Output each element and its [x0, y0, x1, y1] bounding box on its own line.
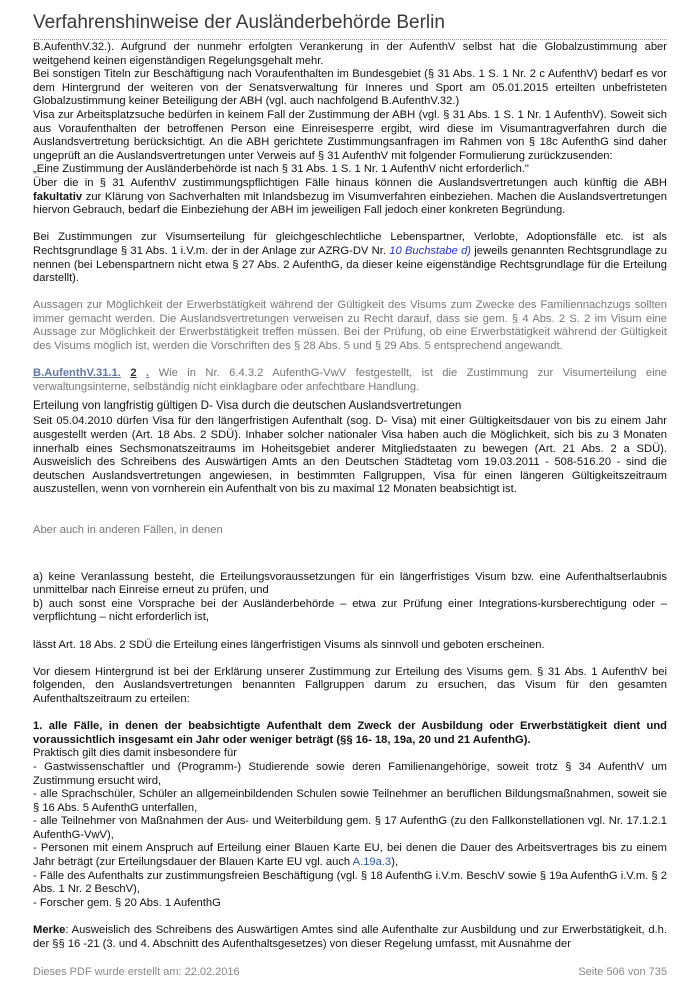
paragraph: Aussagen zur Möglichkeit der Erwerbstätigkeit während der Gültigkeit des Visums zum Zwecke des Familiennachzugs sollten immer gemacht werden. Die Auslandsvertretungen verweisen zu Recht darauf, dass sie gem. § 4 Abs. 2 S. 2 im Visum eine Aussage zur Möglichkeit der Erwerbstätigkeit treffen müssen. Bei der Prüfung, ob eine Erwerbstätigkeit während der Gültigkeit des Visums möglich ist, werden die Vorschriften des § 28 Abs. 5 und § 29 Abs. 5 entsprechend angewandt.	[33, 299, 667, 353]
text-run: jeweils genannten Rechtsgrundlage zu nennen (bei Lebenspartnern nicht etwa § 27 Abs. 2 AufenthG, da dieser keine eigenständige Rechtsgrundlage für die Erteilung darstellt).	[33, 244, 667, 285]
bold-term: fakultativ	[33, 190, 83, 203]
paragraph: Seit 05.04.2010 dürfen Visa für den längerfristigen Aufenthalt (sog. D- Visa) mit einer Gültigkeitsdauer von bis zu einem Jahr ausgestellt werden (Art. 18 Abs. 2 SDÜ). Inhaber solcher nationaler Visa haben auch die Möglichkeit, sich bis zu 3 Monaten innerhalb eines Sechsmonatszeitraums im Hoheitsgebiet anderer Mitgliedstaaten zu bewegen (Art. 21 Abs. 2 a SDÜ). Ausweislich des Schreibens des Auswärtigen Amts an den Deutschen Städtetag vom 19.03.2011 - 508-516.20 - sind die deutschen Auslandsvertretungen angewiesen, in bestimmten Fallgruppen, Visa für einen längeren Gültigkeitszeitraum auszustellen, wenn von vornherein ein Aufenthalt von bis zu maximal 12 Monaten beabsichtigt ist.	[33, 415, 667, 496]
list-item: b) auch sonst eine Vorsprache bei der Ausländerbehörde – etwa zur Prüfung einer Integrations-kursberechtigung oder –verpflichtung – nicht erforderlich ist,	[33, 597, 667, 624]
page-title: Verfahrenshinweise der Ausländerbehörde Berlin	[33, 12, 445, 33]
text-run: : Ausweislich des Schreibens des Auswärtigen Amtes sind alle Aufenthalte zur Ausbildung und zur Erwerbstätigkeit, d.h. der §§ 16 -21 (3. und 4. Abschnitt des Aufenthaltsgesetzes) von dieser Regelung umfasst, mit Ausnahme der	[33, 924, 667, 950]
bold-text: 1. alle Fälle, in denen der beabsichtigte Aufenthalt dem Zweck der Ausbildung oder Erwerbstätigkeit dient und voraussichtlich insgesamt ein Jahr oder weniger beträgt (§§ 16- 18, 19a, 20 und 21 AufenthG).	[33, 720, 667, 746]
paragraph: B.AufenthV.32.). Aufgrund der nunmehr erfolgten Verankerung in der AufenthV selbst hat die Globalzustimmung aber weitgehend keinen eigenständigen Regelungsgehalt mehr.	[33, 41, 667, 67]
section-paragraph	[33, 367, 667, 394]
spacer	[33, 497, 667, 524]
spacer	[33, 218, 667, 232]
spacer	[33, 538, 667, 565]
spacer	[33, 354, 667, 368]
paragraph: Vor diesem Hintergrund ist bei der Erklärung unserer Zustimmung zur Erteilung des Visums gem. § 31 Abs. 1 AufenthV bei folgenden, den Auslandsvertretungen benannten Fallgruppen darum zu ersuchen, das Visum für den gesamten Aufenthaltszeitraum zu erteilen:	[33, 665, 667, 705]
page-header	[33, 11, 667, 40]
reference-link[interactable]: A.19a.3	[352, 856, 392, 869]
spacer	[33, 910, 667, 924]
list-item: - Gastwissenschaftler und (Programm-) Studierende sowie deren Familienangehörige, soweit trotz § 34 AufenthV um Zustimmung ersucht wird,	[33, 760, 667, 787]
paragraph: Praktisch gilt dies damit insbesondere für	[33, 747, 237, 760]
paragraph	[33, 924, 667, 951]
list-item	[33, 842, 667, 869]
paragraph	[33, 177, 667, 218]
text-run: Wie in Nr. 6.4.3.2 AufenthG-VwV festgestellt, ist die Zustimmung zur Visumerteilung eine verwaltungsinterne, selbständig nicht einklagbare oder anfechtbare Handlung.	[33, 367, 668, 393]
text-run: zur Klärung von Sachverhalten mit Inlandsbezug im Visumverfahren einbeziehen. Machen die Auslandsvertretungen hiervon Gebrauch, bedarf die Einbeziehung der ABH im jeweiligen Fall jedoch einer konkreten Begründung.	[33, 190, 667, 217]
list-item: a) keine Veranlassung besteht, die Erteilungsvoraussetzungen für ein längerfristiges Visum bzw. eine Aufenthaltserlaubnis unmittelbar nach Einreise erneut zu prüfen, und	[33, 570, 667, 597]
text-run: ),	[391, 856, 399, 869]
footer-created-date: Dieses PDF wurde erstellt am: 22.02.2016	[33, 966, 240, 978]
list-item: - alle Sprachschüler, Schüler an allgemeinbildenden Schulen sowie Teilnehmer an beruflichen Bildungsmaßnahmen, soweit sie § 16 Abs. 5 AufenthG unterfallen,	[33, 788, 667, 814]
section-anchor-link[interactable]: B.AufenthV.31.1.	[33, 367, 121, 380]
document-body	[33, 41, 667, 951]
footer-page-number: Seite 506 von 735	[578, 966, 667, 978]
section-number: 2	[130, 367, 137, 380]
paragraph: Bei sonstigen Titeln zur Beschäftigung nach Voraufenthalten im Bundesgebiet (§ 31 Abs. 1 S. 1 Nr. 2 c AufenthV) bedarf es vor dem Hintergrund der weiteren von der Senatsverwaltung für Inneres und Sport am 05.01.2015 erteilten unbefristeten Globalzustimmung keiner Beteiligung der ABH (vgl. auch nachfolgend B.AufenthV.32.)	[33, 68, 667, 108]
header-divider	[33, 39, 667, 40]
paragraph: Aber auch in anderen Fällen, in denen	[33, 524, 223, 536]
paragraph: lässt Art. 18 Abs. 2 SDÜ die Erteilung eines längerfristigen Visums als sinnvoll und geboten erscheinen.	[33, 638, 545, 651]
bold-term: Merke	[33, 924, 66, 937]
spacer	[33, 286, 667, 300]
text-run: Bei Zustimmungen zur Visumserteilung für gleichgeschlechtliche Lebenspartner, Verlobte, Adoptionsfälle etc. ist als Rechtsgrundlage § 31 Abs. 1 i.V.m. der in der Anlage zur AZRG-DV Nr.	[33, 231, 667, 257]
paragraph	[33, 231, 667, 285]
text-run: Über die in § 31 AufenthV zustimmungspflichtigen Fälle hinaus können die Auslandsvertretungen auch künftig die ABH	[33, 176, 667, 189]
quote-paragraph: „Eine Zustimmung der Ausländerbehörde ist nach § 31 Abs. 1 S. 1 Nr. 1 AufenthV nicht erforderlich."	[33, 163, 529, 176]
bold-paragraph	[33, 720, 667, 747]
list-item: - Fälle des Aufenthalts zur zustimmungsfreien Beschäftigung (vgl. § 18 AufenthG i.V.m. BeschV sowie § 19a AufenthG i.V.m. § 2 Abs. 1 Nr. 2 BeschV),	[33, 869, 667, 896]
spacer	[33, 707, 667, 721]
paragraph: Visa zur Arbeitsplatzsuche bedürfen in keinem Fall der Zustimmung der ABH (vgl. § 31 Abs. 1 S. 1 Nr. 1 AufenthV). Soweit sich aus Voraufenthalten der betroffenen Person eine Einreisesperre ergibt, wird diese im Visumantragverfahren durch die Auslandsvertretung berücksichtigt. An die ABH gerichtete Zustimmungsanfragen im Rahmen von § 18c AufenthG sind daher ungeprüft an die Auslandsvertretungen unter Verweis auf § 31 AufenthV mit folgender Formulierung zurückzusenden:	[33, 108, 667, 162]
spacer	[33, 625, 667, 639]
section-dot-link[interactable]: .	[146, 367, 150, 380]
list-item: - Forscher gem. § 20 Abs. 1 AufenthG	[33, 896, 221, 909]
reference-link[interactable]: 10 Buchstabe d)	[389, 244, 472, 257]
text-run: - Personen mit einem Anspruch auf Erteilung einer Blauen Karte EU, bei denen die Dauer des Arbeitsvertrages bis zu einem Jahr beträgt (zur Erteilungsdauer der Blauen Karte EU vgl. auch	[33, 842, 667, 869]
spacer	[33, 652, 667, 666]
subheading: Erteilung von langfristig gültigen D- Visa durch die deutschen Auslandsvertretungen	[33, 399, 462, 413]
list-item: - alle Teilnehmer von Maßnahmen der Aus- und Weiterbildung gem. § 17 AufenthG (zu den Fallkonstellationen vgl. Nr. 17.1.2.1 AufenthG-VwV),	[33, 815, 667, 841]
